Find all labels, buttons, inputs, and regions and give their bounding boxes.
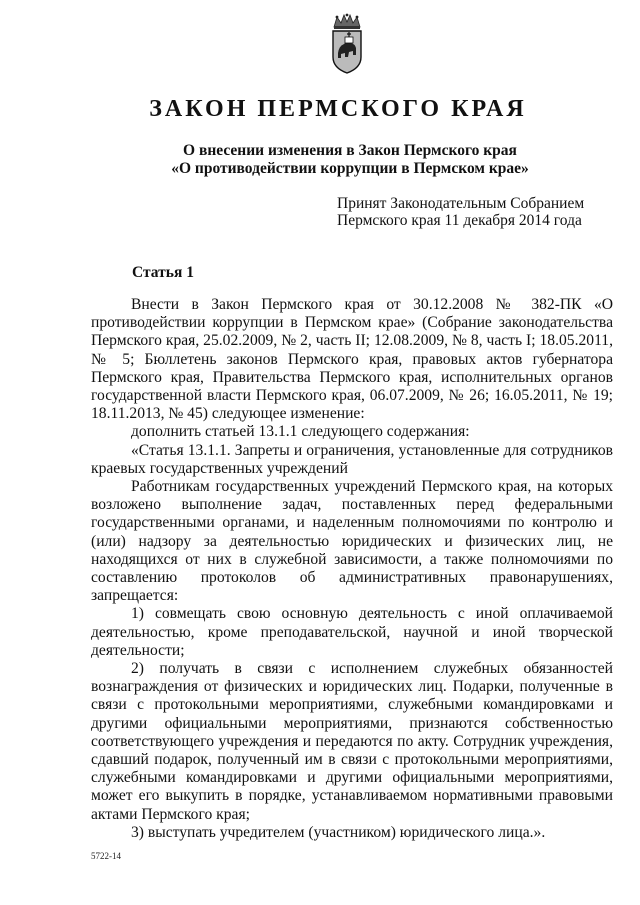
subtitle-line-2: «О противодействии коррупции в Пермском крае»	[171, 160, 529, 177]
adoption-line-2: Пермского края 11 декабря 2014 года	[337, 212, 582, 229]
article-paragraph: «Статья 13.1.1. Запреты и ограничения, установленные для сотрудников краевых государственных учреждений	[91, 441, 613, 477]
article-paragraph: 2) получать в связи с исполнением служебных обязанностей вознаграждения от физических и юридических лиц. Подарки, полученные в связи с протокольными мероприятиями, служебными командировками и другими официальными мероприятиями, признаются собственностью соответствующего учреждения и передаются по акту. Сотрудник учреждения, сдавший подарок, полученный им в связи с протокольными мероприятиями, служебными командировками и другими официальными мероприятиями, может его выкупить в порядке, устанавливаемом нормативными правовыми актами Пермского края;	[91, 660, 613, 823]
article-body	[91, 296, 613, 842]
article-paragraph: дополнить статьей 13.1.1 следующего содержания:	[131, 423, 470, 441]
subtitle-line-1: О внесении изменения в Закон Пермского края	[183, 142, 517, 159]
article-paragraph: 1) совмещать свою основную деятельность с иной оплачиваемой деятельностью, кроме преподавательской, научной и иной творческой деятельности;	[91, 605, 613, 659]
article-paragraph: Работникам государственных учреждений Пермского края, на которых возложено выполнение задач, поставленных перед федеральными государственными органами, и наделенным полномочиями по контролю и (или) надзору за деятельностью юридических и физических лиц, не находящихся от них в служебной зависимости, а также полномочиями по составлению протоколов об административных правонарушениях, запрещается:	[91, 478, 613, 605]
adoption-line-1: Принят Законодательным Собранием	[337, 195, 585, 212]
law-subtitle	[60, 142, 640, 178]
article-paragraph: 3) выступать учредителем (участником) юридического лица.».	[131, 823, 546, 841]
coat-of-arms-icon	[325, 13, 369, 75]
document-number: 5722-14	[91, 851, 121, 861]
adoption-note	[337, 195, 584, 229]
article-paragraph: Внести в Закон Пермского края от 30.12.2008 № 382-ПК «О противодействии коррупции в Пермском крае» (Собрание законодательства Пермского края, 25.02.2009, № 2, часть II; 12.08.2009, № 8, часть I; 18.05.2011, № 5; Бюллетень законов Пермского края, правовых актов губернатора Пермского края, Правительства Пермского края, исполнительных органов государственной власти Пермского края, 06.07.2009, № 26; 16.05.2011, № 19; 18.11.2013, № 45) следующее изменение:	[91, 296, 613, 423]
article-heading: Статья 1	[132, 264, 194, 281]
law-title: ЗАКОН ПЕРМСКОГО КРАЯ	[149, 96, 527, 122]
